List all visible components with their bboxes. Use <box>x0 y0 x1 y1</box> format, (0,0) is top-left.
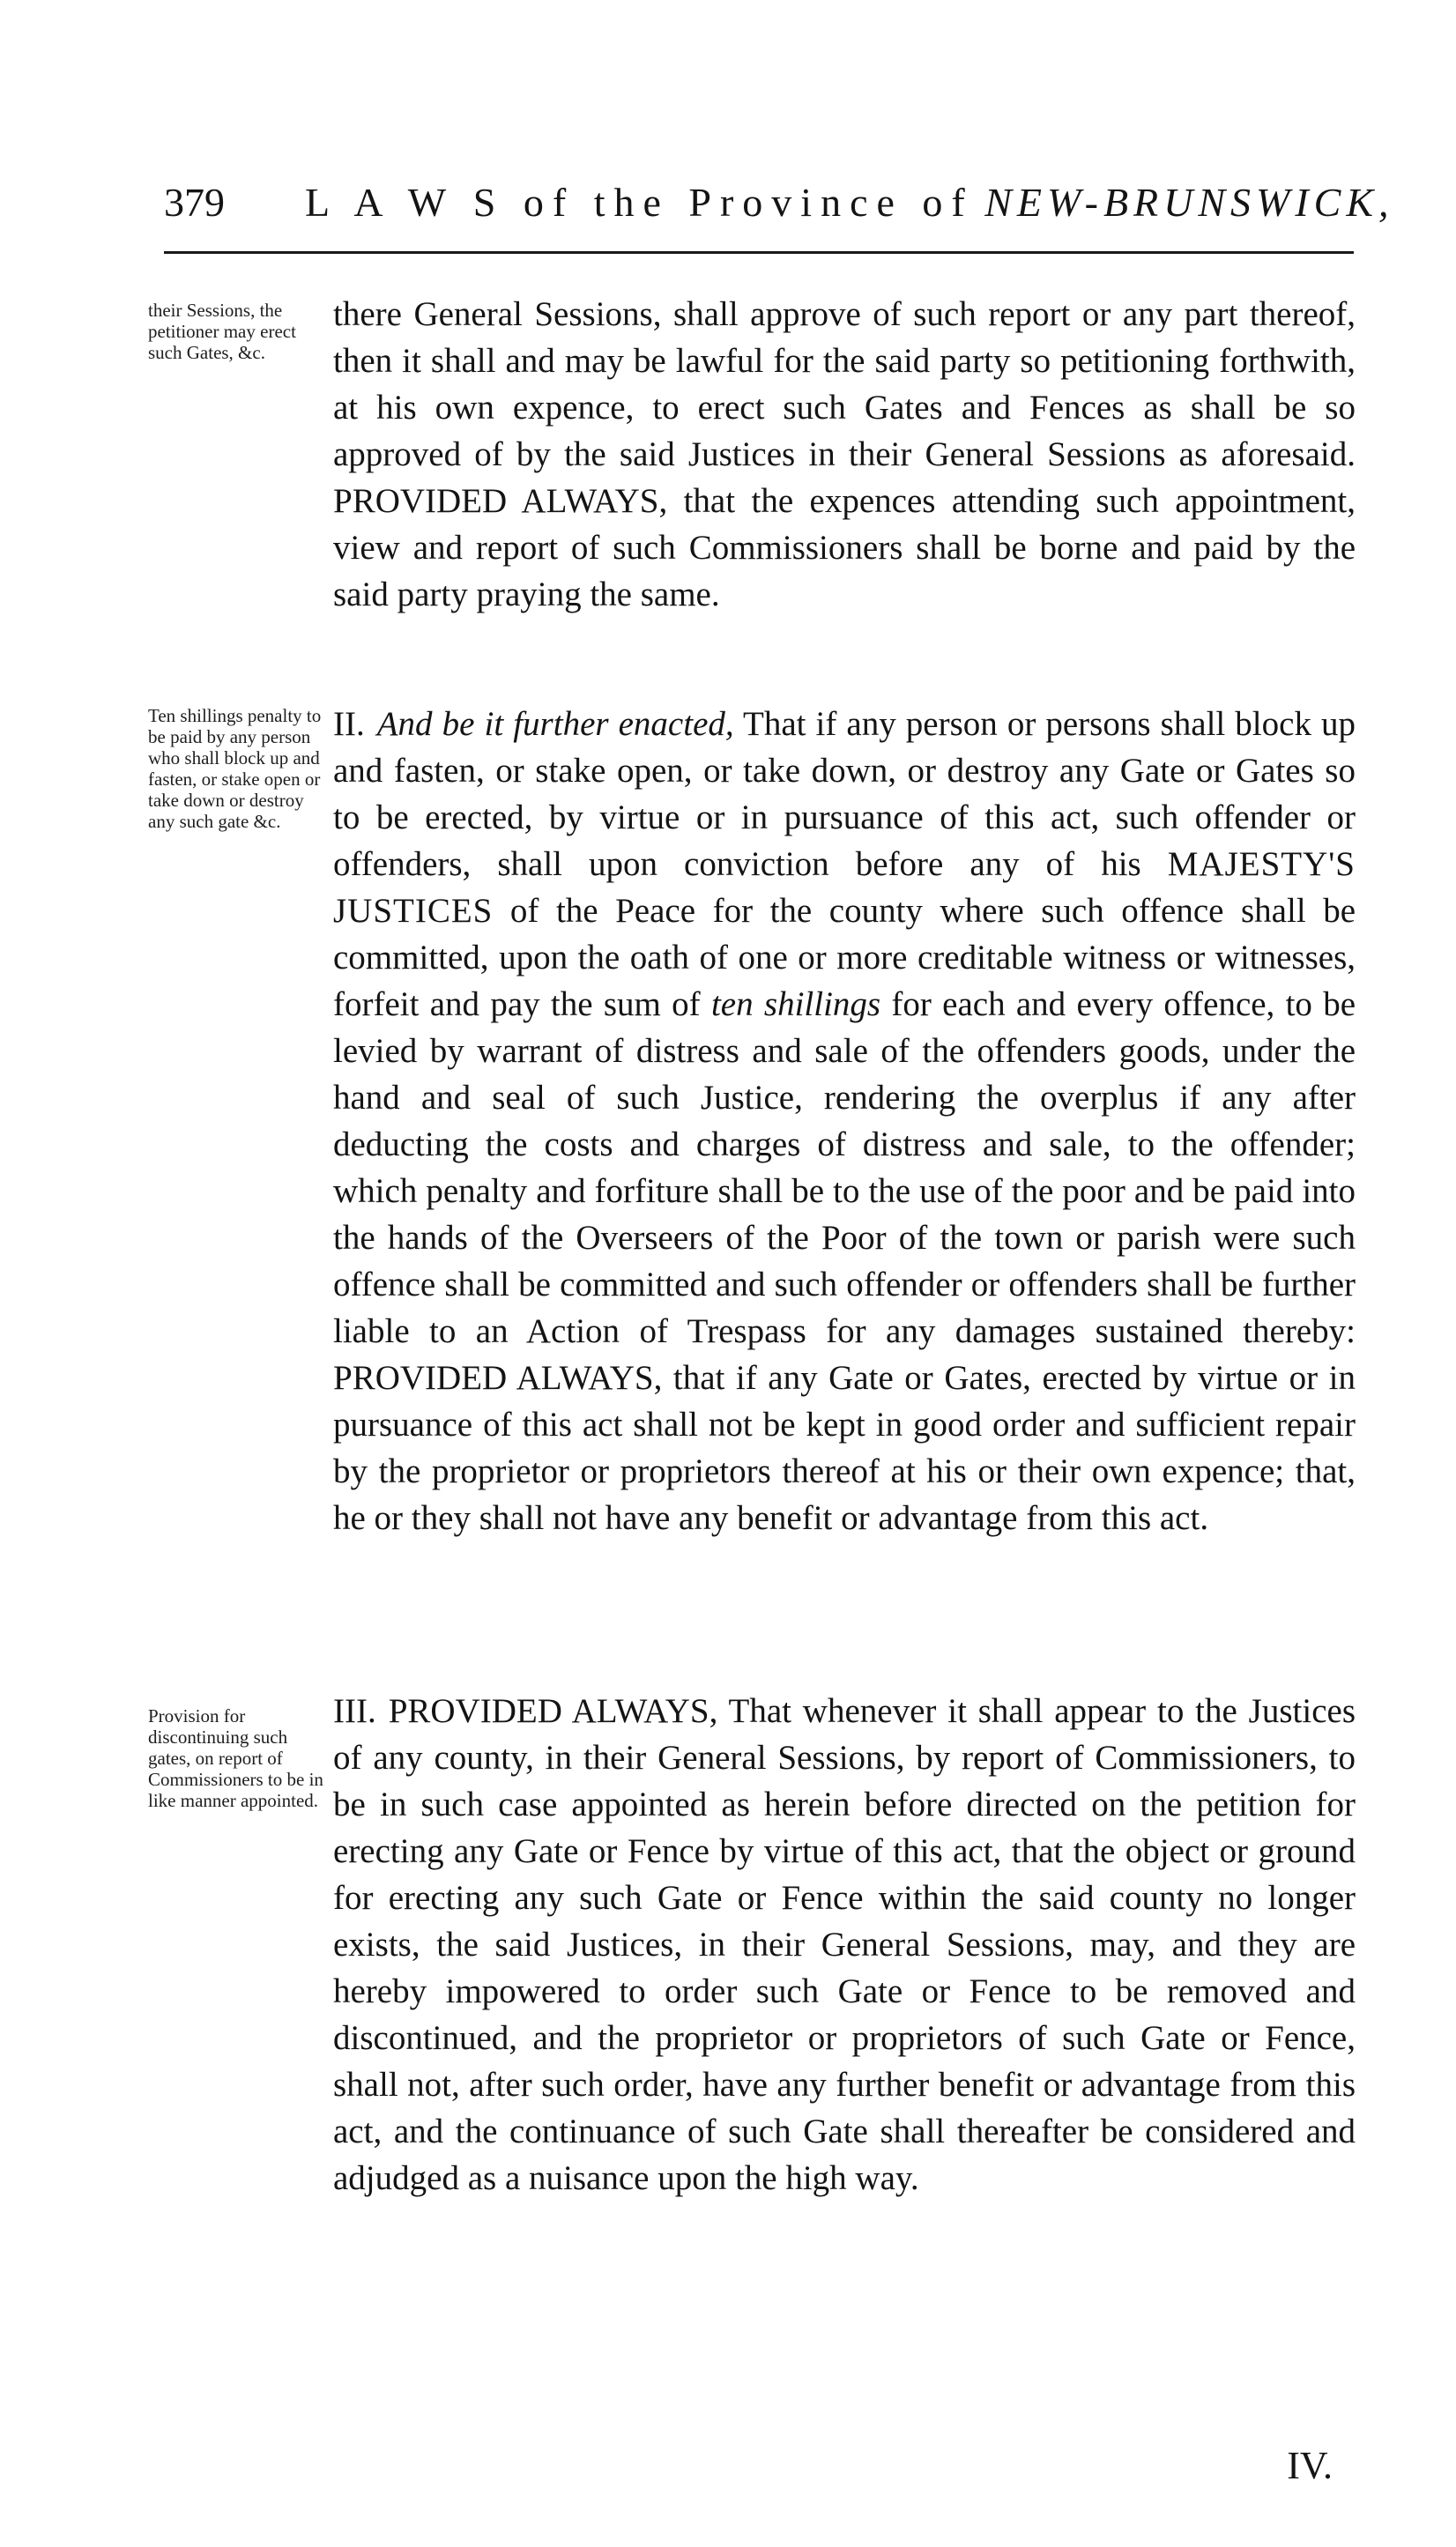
header-rule <box>164 251 1354 254</box>
section-2-enacting-clause: And be it further enacted, <box>376 705 734 743</box>
section-3-number: III. <box>333 1692 376 1730</box>
section-2-paragraph <box>333 701 1356 1541</box>
section-2-text-a: That if any person or persons shall block up and fasten, or stake open, or take down, or destroy any Gate or Gates so to be erected, by virtue or in pursuance of this act, such offender or offenders, shall upon conviction before any of his <box>333 705 1356 883</box>
section-2 <box>333 701 1356 1541</box>
catchword: IV. <box>1287 2444 1333 2487</box>
section-3 <box>333 1688 1356 2202</box>
margin-note-discontinuing: Provision for discontinuing such gates, on report of Commissioners to be in like manner appointed. <box>148 1705 323 1811</box>
section-2-text-c: for each and every offence, to be levied by warrant of distress and sale of the offenders goods, under the hand and seal of such Justice, rendering the overplus if any after deducting the costs and charges of distress and sale, to the offender; which penalty and forfiture shall be to the use of the poor and be paid into the hands of the Overseers of the Poor of the town or parish were such offence shall be committed and such offender or offenders shall be further liable to an Action of Trespass for any damages sustained thereby: PROVIDED ALWAYS, that if any Gate or Gates, erected by virtue or in pursuance of this act shall not be kept in good order and sufficient repair by the proprietor or proprietors thereof at his or their own expence; that, he or they shall not have any benefit or advantage from this act. <box>333 985 1356 1537</box>
margin-note-erect-gates: their Sessions, the petitioner may erect such Gates, &c. <box>148 300 296 363</box>
margin-note-penalty: Ten shillings penalty to be paid by any person who shall block up and fasten, or stake open or take down or destroy any such gate &c. <box>148 705 322 832</box>
section-2-ten-shillings: ten shillings <box>710 985 881 1023</box>
section-3-text: PROVIDED ALWAYS, That whenever it shall appear to the Justices of any county, in their General Sessions, by report of Commissioners, to be in such case appointed as herein before directed on the petition for erecting any Gate or Fence by virtue of this act, that the object or ground for erecting any such Gate or Fence within the said county no longer exists, the said Justices, in their General Sessions, may, and they are hereby impowered to order such Gate or Fence to be removed and discontinued, and the proprietor or proprietors of such Gate or Fence, shall not, after such order, have any further benefit or advantage from this act, and the continuance of such Gate shall thereafter be considered and adjudged as a nuisance upon the high way. <box>333 1692 1356 2197</box>
running-title-province: NEW-BRUNSWICK, <box>984 180 1394 225</box>
section-3-paragraph <box>333 1688 1356 2202</box>
section-2-text-b: of the Peace for the county where such offence shall be committed, upon the oath of one or more creditable witness or witnesses, forfeit and pay the sum of <box>333 892 1356 1023</box>
section-2-number: II. <box>333 705 365 743</box>
section-2-majesty: MAJESTY'S JUSTICES <box>333 845 1356 930</box>
running-title-prefix: L A W S of the Province of <box>305 180 974 225</box>
section-continuation-text: there General Sessions, shall approve of such report or any part thereof, then it shall and may be lawful for the said party so petitioning forthwith, at his own expence, to erect such Gates and Fences as shall be so approved of by the said Justices in their General Sessions as aforesaid. PROVIDED ALWAYS, that the expences attending such appointment, view and report of such Commissioners shall be borne and paid by the said party praying the same. <box>333 295 1356 613</box>
page-header <box>164 172 1394 234</box>
section-continuation <box>333 291 1356 618</box>
page-number: 379 <box>164 180 225 225</box>
running-title <box>305 172 1394 234</box>
